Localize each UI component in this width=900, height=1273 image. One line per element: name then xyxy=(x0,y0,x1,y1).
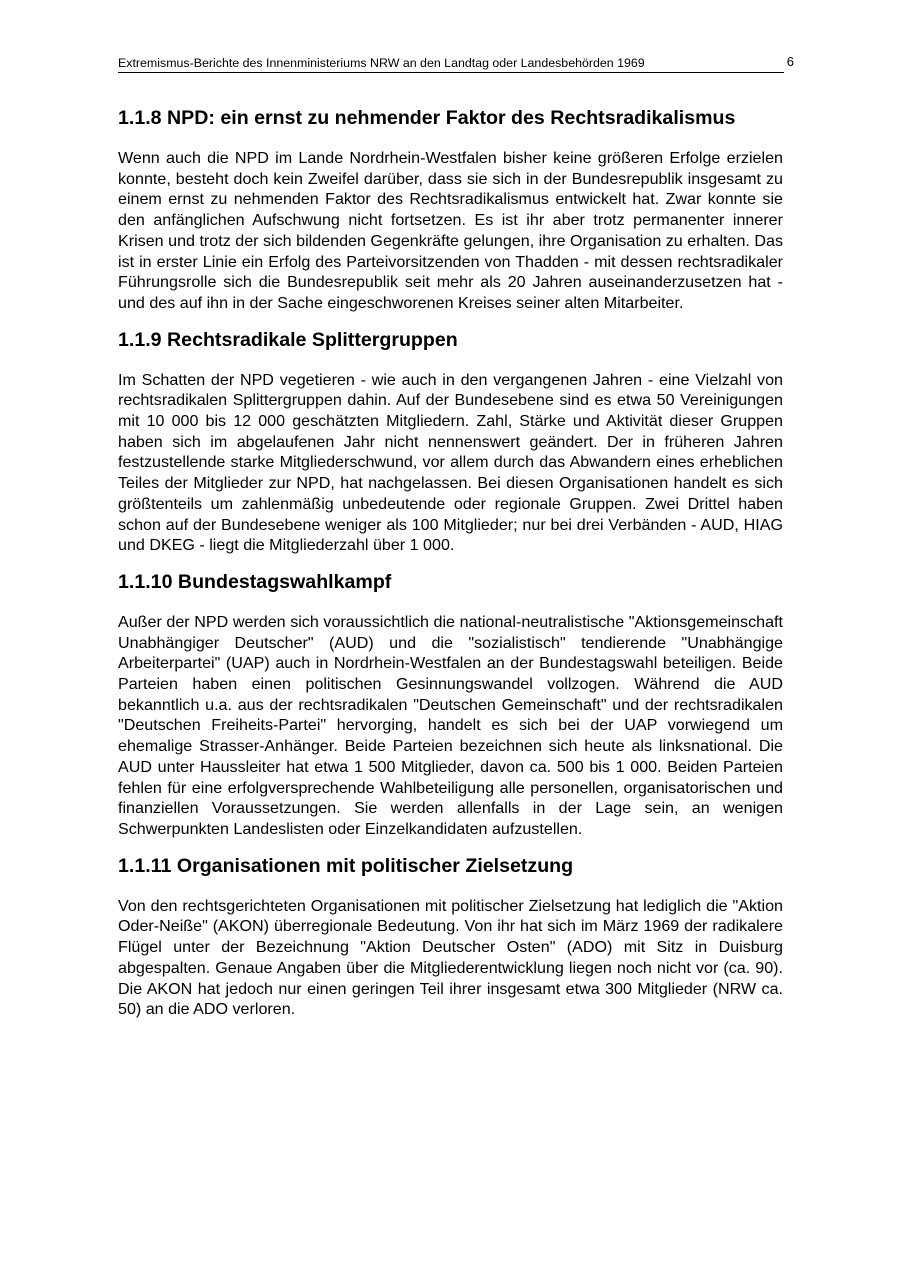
section-paragraph: Wenn auch die NPD im Lande Nordrhein-Westfalen bisher keine größeren Erfolge erzielen konnte, besteht doch kein Zweifel darüber, dass sie sich in der Bundesrepublik insgesamt zu einem ernst zu nehmenden Faktor des Rechtsradikalismus entwickelt hat. Zwar konnte sie den anfänglichen Aufschwung nicht fortsetzen. Es ist ihr aber trotz permanenter innerer Krisen und trotz der sich bildenden Gegenkräfte gelungen, ihre Organisation zu erhalten. Das ist in erster Linie ein Erfolg des Parteivorsitzenden von Thadden - mit dessen rechtsradikaler Führungsrolle sich die Bundesrepublik seit mehr als 20 Jahren auseinanderzusetzen hat - und des auf ihn in der Sache eingeschworenen Kreises seiner alten Mitarbeiter. xyxy=(118,149,783,312)
section-splinter-groups xyxy=(118,328,783,556)
page-number: 6 xyxy=(786,54,794,69)
section-paragraph: Im Schatten der NPD vegetieren - wie auch in den vergangenen Jahren - eine Vielzahl von rechtsradikalen Splittergruppen dahin. Auf der Bundesebene sind es etwa 50 Vereinigungen mit 10 000 bis 12 000 geschätzten Mitgliedern. Zahl, Stärke und Aktivität dieser Gruppen haben sich im abgelaufenen Jahr nicht nennenswert geändert. Der in früheren Jahren festzustellende starke Mitgliederschwund, vor allem durch das Abwandern eines erheblichen Teiles der Mitglieder zur NPD, hat nachgelassen. Bei diesen Organisationen handelt es sich größtenteils um zahlenmäßig unbedeutende oder regionale Gruppen. Zwei Drittel haben schon auf der Bundesebene weniger als 100 Mitglieder; nur bei drei Verbänden - AUD, HIAG und DKEG - liegt die Mitgliederzahl über 1 000. xyxy=(118,370,783,555)
section-federal-election xyxy=(118,570,783,840)
section-heading: 1.1.10 Bundestagswahlkampf xyxy=(118,570,392,593)
section-heading: 1.1.8 NPD: ein ernst zu nehmender Faktor des Rechtsradikalismus xyxy=(118,107,736,129)
running-header-title: Extremismus-Berichte des Innenministeriums NRW an den Landtag oder Landesbehörden 1969 xyxy=(118,56,645,70)
section-heading: 1.1.11 Organisationen mit politischer Zielsetzung xyxy=(118,854,574,877)
section-paragraph: Außer der NPD werden sich voraussichtlich die national-neutralistische "Aktionsgemeinschaft Unabhängiger Deutscher" (AUD) und die "sozialistisch" tendierende "Unabhängige Arbeiterpartei" (UAP) auch in Nordrhein-Westfalen an der Bundestagswahl beteiligen. Beide Parteien haben einen politischen Gesinnungswandel vollzogen. Während die AUD bekanntlich u.a. aus der rechtsradikalen "Deutschen Gemeinschaft" und der rechtsradikalen "Deutschen Freiheits-Partei" hervorging, handelt es sich bei der UAP vorwiegend um ehemalige Strasser-Anhänger. Beide Parteien bezeichnen sich heute als linksnational. Die AUD unter Haussleiter hat etwa 1 500 Mitglieder, davon ca. 500 bis 1 000. Beiden Parteien fehlen für eine erfolgversprechende Wahlbeteiligung alle personellen, organisatorischen und finanziellen Voraussetzungen. Sie werden allenfalls in der Lage sein, an wenigen Schwerpunkten Landeslisten oder Einzelkandidaten aufzustellen. xyxy=(118,612,783,838)
document-body xyxy=(118,106,783,1034)
header-rule xyxy=(118,72,784,73)
section-political-organisations xyxy=(118,854,783,1020)
page-header xyxy=(118,54,794,74)
section-paragraph: Von den rechtsgerichteten Organisationen mit politischer Zielsetzung hat lediglich die "Aktion Oder-Neiße" (AKON) überregionale Bedeutung. Von ihr hat sich im März 1969 der radikalere Flügel unter der Bezeichnung "Aktion Deutscher Osten" (ADO) mit Sitz in Duisburg abgespalten. Genaue Angaben über die Mitgliederentwicklung liegen noch nicht vor (ca. 90). Die AKON hat jedoch nur einen geringen Teil ihrer insgesamt etwa 300 Mitglieder (NRW ca. 50) an die ADO verloren. xyxy=(118,896,783,1019)
section-npd-factor xyxy=(118,106,783,314)
section-heading: 1.1.9 Rechtsradikale Splittergruppen xyxy=(118,328,458,351)
